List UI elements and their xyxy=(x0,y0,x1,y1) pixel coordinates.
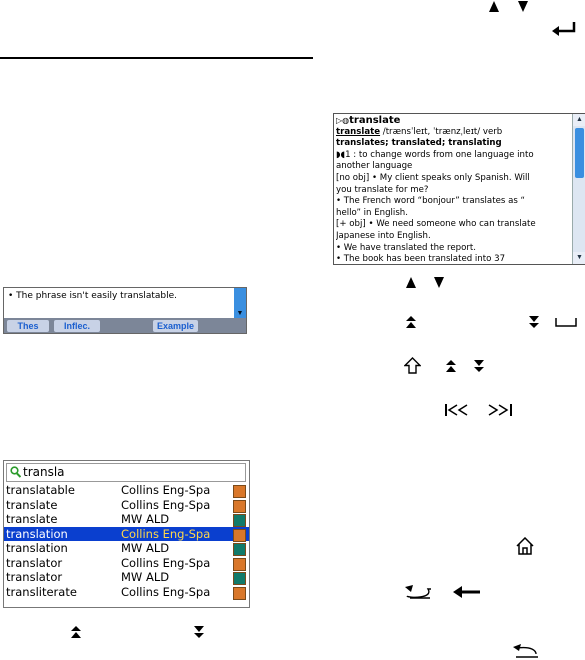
result-word: translation xyxy=(6,541,68,555)
book-icon xyxy=(233,485,246,498)
book-icon xyxy=(233,543,246,556)
definition-line: hello” in English. xyxy=(336,207,408,218)
list-item[interactable] xyxy=(4,498,249,513)
down-arrow-icon xyxy=(434,277,444,288)
result-word: transliterate xyxy=(6,584,77,599)
definition-line: translates; translated; translating xyxy=(336,138,502,149)
up-arrow-icon xyxy=(489,1,499,12)
down-arrow-icon xyxy=(518,1,528,12)
definition-title: ▷◍translate xyxy=(336,115,401,126)
list-item[interactable] xyxy=(4,483,249,498)
book-icon xyxy=(233,514,246,527)
definition-line: • The book has been translated into 37 xyxy=(336,254,506,265)
book-icon xyxy=(233,558,246,571)
sound-icon[interactable]: ◗◖ xyxy=(336,149,346,160)
result-dictionary: Collins Eng-Spa xyxy=(121,584,211,599)
book-icon xyxy=(233,529,246,542)
scroll-down-icon[interactable]: ▼ xyxy=(236,310,244,317)
scroll-thumb[interactable] xyxy=(575,128,584,178)
page-down-icon xyxy=(194,626,204,638)
definition-line: ◗◖1 : to change words from one language into xyxy=(336,149,534,160)
tab-example[interactable]: Example xyxy=(153,320,198,332)
result-word: translation xyxy=(6,526,68,541)
example-tabbar xyxy=(4,318,246,333)
search-query: transla xyxy=(23,465,65,479)
result-dictionary: Collins Eng-Spa xyxy=(121,497,211,512)
scroll-up-icon[interactable]: ▲ xyxy=(573,114,585,126)
result-dictionary: Collins Eng-Spa xyxy=(121,526,211,541)
definition-line: Japanese into English. xyxy=(336,230,431,241)
backspace-icon xyxy=(453,586,480,598)
result-word: translate xyxy=(6,512,58,526)
example-sentence: • The phrase isn't easily translatable. xyxy=(8,291,177,301)
search-icon xyxy=(10,466,21,478)
definition-line: • We have translated the report. xyxy=(336,242,477,253)
result-dictionary: MW ALD xyxy=(121,570,170,584)
result-dictionary: MW ALD xyxy=(121,541,170,555)
definition-line: another language xyxy=(336,161,413,172)
book-icon xyxy=(233,572,246,585)
list-item[interactable] xyxy=(4,585,249,600)
page-down-icon xyxy=(529,316,539,328)
back-icon xyxy=(512,644,540,659)
list-item[interactable] xyxy=(4,570,249,585)
fast-forward-icon xyxy=(486,404,513,416)
definition-line: translate /trænsˈleɪt, ˈtrænzˌleɪt/ verb xyxy=(336,126,503,137)
search-input[interactable] xyxy=(6,463,246,482)
back-icon xyxy=(404,584,432,600)
example-scrollbar[interactable] xyxy=(234,288,246,318)
list-item[interactable] xyxy=(4,512,249,527)
space-icon xyxy=(555,318,577,327)
enter-icon xyxy=(551,21,577,36)
definition-line: [no obj] • My client speaks only Spanish. Will xyxy=(336,172,530,183)
example-window[interactable] xyxy=(3,287,247,334)
rewind-icon xyxy=(445,404,472,416)
book-icon xyxy=(233,500,246,513)
result-word: translator xyxy=(6,570,63,584)
search-results-window[interactable] xyxy=(3,460,250,608)
list-item[interactable] xyxy=(4,527,249,542)
definition-window[interactable] xyxy=(333,113,585,265)
section-divider xyxy=(0,57,313,59)
page-up-icon xyxy=(71,626,81,638)
result-dictionary: Collins Eng-Spa xyxy=(121,555,211,570)
result-dictionary: Collins Eng-Spa xyxy=(121,483,211,497)
definition-line: you translate for me? xyxy=(336,184,429,195)
definition-scrollbar[interactable] xyxy=(572,114,585,264)
page-up-icon xyxy=(406,316,416,328)
page-down-icon xyxy=(474,360,484,372)
shift-icon xyxy=(404,357,421,374)
tab-thes[interactable]: Thes xyxy=(7,320,49,332)
result-dictionary: MW ALD xyxy=(121,512,170,526)
tab-inflec[interactable]: Inflec. xyxy=(54,320,100,332)
page-up-icon xyxy=(446,360,456,372)
dictionary-icon: ▷◍ xyxy=(336,116,350,125)
result-word: translator xyxy=(6,555,63,570)
up-arrow-icon xyxy=(406,277,416,288)
book-icon xyxy=(233,587,246,600)
home-icon xyxy=(515,537,535,555)
scroll-down-icon[interactable]: ▼ xyxy=(573,252,585,264)
definition-content xyxy=(336,115,570,265)
list-item[interactable] xyxy=(4,556,249,571)
definition-line: [+ obj] • We need someone who can translate xyxy=(336,219,536,230)
result-word: translatable xyxy=(6,483,75,497)
list-item[interactable] xyxy=(4,541,249,556)
result-word: translate xyxy=(6,497,58,512)
definition-line: • The French word “bonjour” translates as “ xyxy=(336,196,525,207)
